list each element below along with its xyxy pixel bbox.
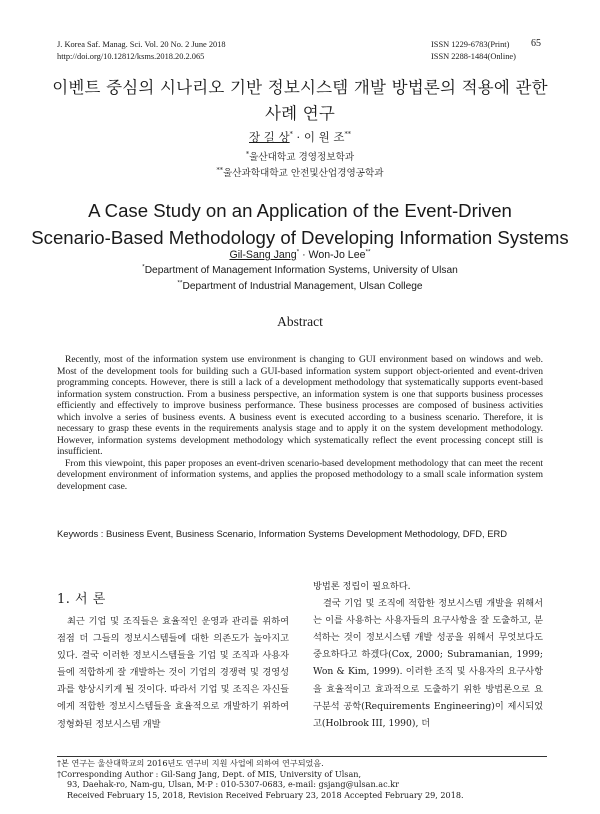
korean-author-2: 이 원 조 xyxy=(303,130,345,144)
doi-link[interactable]: http://doi.org/10.12812/ksms.2018.20.2.065 xyxy=(57,52,205,61)
affiliation-mark: ** xyxy=(177,279,183,287)
author-separator: · xyxy=(292,130,304,144)
english-author-2: Won-Jo Lee xyxy=(308,249,366,261)
journal-citation: J. Korea Saf. Manag. Sci. Vol. 20 No. 2 June 2018 xyxy=(57,40,226,49)
keywords-label: Keywords xyxy=(57,528,99,539)
affiliation-mark: ** xyxy=(216,165,223,174)
korean-affiliation-1 xyxy=(0,149,600,163)
affiliation-mark: * xyxy=(245,149,250,158)
abstract-heading: Abstract xyxy=(277,314,323,329)
issn-print: ISSN 1229-6783(Print) xyxy=(431,40,510,49)
korean-title xyxy=(30,75,570,127)
korean-affiliation-2 xyxy=(0,165,600,179)
affiliation-mark: * xyxy=(142,263,145,271)
keywords-list: : Business Event, Business Scenario, Information Systems Development Methodology, DFD, ERD xyxy=(98,528,508,539)
author-mark: * xyxy=(296,248,300,256)
body-paragraph: 최근 기업 및 조직들은 효율적인 운영과 관리를 위하여 점점 더 그들의 정보시스템들에 대한 의존도가 높아지고 있다. 결국 이러한 정보시스템들을 기업 및 조직과 사용자들에 적합하게 잘 개발하는 것이 기업의 경쟁력 및 경영성과를 향상시키게 될 것이다. 따라서 기업 및 조직은 자신들에게 적합한 정보시스템들을 효율적으로 개발하기 위하여 정형화된 정보시스템 개발 xyxy=(57,616,289,730)
abstract-paragraph-1: Recently, most of the information system use environment is changing to GUI environment based on windows and web. Most of the development tools for building such a GUI-based information system support object-oriented and event-driven programming concepts. However, there is still a lack of a development methodology that systematically supports event-based information system construction. From a business perspective, an information system is one that supports business processes efficiently and effectively to improve business performance. These business processes are composed of business activities which involve a series of business events. A business event is executed according to a business scenario. Therefore, it is necessary to grasp these events in the requirements analysis stage and to apply it on the system development methodology. However, information systems development methodology which systematically reflect the event processing concept still is insufficient. xyxy=(57,355,543,457)
english-title xyxy=(20,197,580,251)
right-column xyxy=(313,578,543,732)
korean-title-line2: 사례 연구 xyxy=(264,104,335,123)
korean-affiliation-1-text: 울산대학교 경영정보학과 xyxy=(249,152,355,163)
english-author-1: Gil-Sang Jang xyxy=(229,249,297,261)
funding-note: †본 연구는 울산대학교의 2016년도 연구비 지원 사업에 의하여 연구되었음. xyxy=(57,758,324,768)
issn-online: ISSN 2288-1484(Online) xyxy=(431,52,516,61)
english-title-line2: Scenario-Based Methodology of Developing Information Systems xyxy=(31,227,569,248)
english-affiliation-1 xyxy=(0,265,600,276)
corresponding-author-note: †Corresponding Author : Gil-Sang Jang, Dept. of MIS, University of Ulsan, xyxy=(57,768,362,779)
footnotes xyxy=(57,758,547,800)
english-title-line1: A Case Study on an Application of the Event-Driven xyxy=(88,200,512,221)
body-paragraph: 결국 기업 및 조직에 적합한 정보시스템 개발을 위해서는 이를 사용하는 사용자들의 요구사항을 잘 도출하고, 분석하는 것이 정보시스템 개발 성공을 위해서 무엇보다도 중요하다고 하겠다(Cox, 2000; Subramanian, 1999; Won & Kim, 1999). 이러한 조직 및 사용자의 요구사항을 효율적이고 효과적으로 도출하기 위한 방법론으로 요구분석 공학(Requirements Engineering)이 제시되었고(Holbrook III, 1990), 더 xyxy=(313,598,543,729)
footnote-rule xyxy=(57,756,547,757)
author-mark: ** xyxy=(365,248,371,256)
korean-authors xyxy=(0,129,600,145)
received-dates-note: Received February 15, 2018, Revision Received February 23, 2018 Accepted February 29, 2018. xyxy=(67,789,464,800)
page-number: 65 xyxy=(531,38,541,49)
abstract-body xyxy=(57,355,543,493)
left-column xyxy=(57,613,289,733)
korean-author-1: 장 길 상 xyxy=(249,130,290,144)
author-address-note: 93, Daehak-ro, Nam-gu, Ulsan, M·P : 010-5307-0683, e-mail: gsjang@ulsan.ac.kr xyxy=(67,779,399,790)
author-mark: ** xyxy=(344,130,351,139)
author-separator: · xyxy=(299,249,309,261)
english-affiliation-1-text: Department of Management Information Systems, University of Ulsan xyxy=(144,265,458,276)
english-affiliation-2 xyxy=(0,281,600,292)
korean-affiliation-2-text: 울산과학대학교 안전및산업경영공학과 xyxy=(222,168,384,179)
keywords xyxy=(57,527,543,541)
body-paragraph-continued: 방법론 정립이 필요하다. xyxy=(313,581,411,592)
korean-title-line1: 이벤트 중심의 시나리오 기반 정보시스템 개발 방법론의 적용에 관한 xyxy=(52,78,548,97)
english-authors xyxy=(0,249,600,261)
section-1-heading: 1. 서 론 xyxy=(57,592,106,607)
author-mark: * xyxy=(289,130,293,139)
english-affiliation-2-text: Department of Industrial Management, Ulsan College xyxy=(182,281,423,292)
abstract-paragraph-2: From this viewpoint, this paper proposes an event-driven scenario-based development methodology that can meet the recent development environment of information systems, and applies the proposed methodology to a small scale information system development case. xyxy=(57,458,543,492)
